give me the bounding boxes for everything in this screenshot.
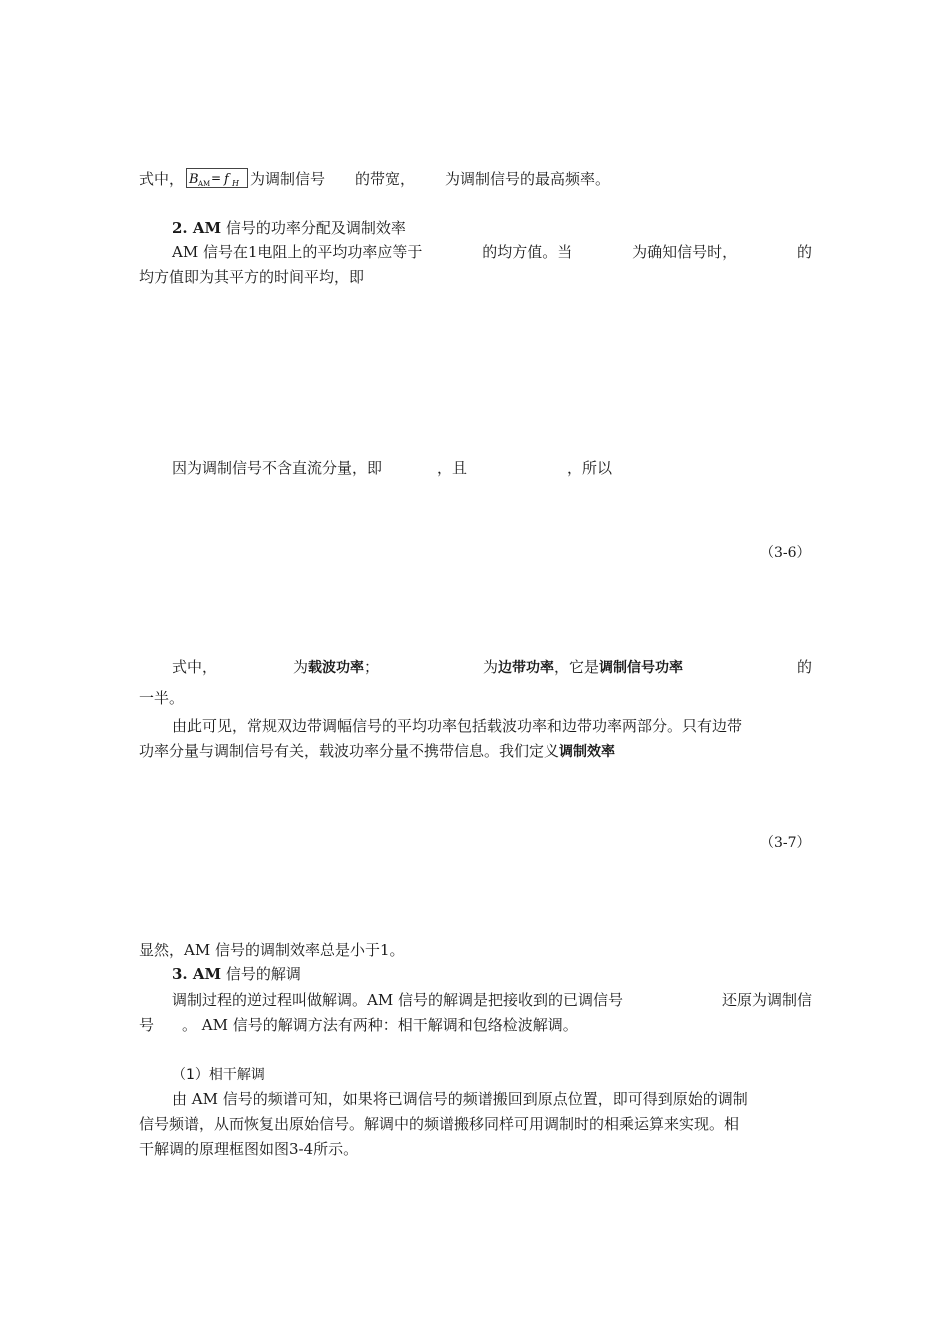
svg-text:f: f (224, 172, 229, 187)
section-heading-2 (172, 218, 406, 238)
demod-paragraph-line-2 (139, 1015, 578, 1035)
section-title: 信号的解调 (225, 965, 301, 983)
subsection-title: （1）相干解调 (172, 1067, 265, 1083)
text: 为调制信号的最高频率。 (445, 170, 611, 188)
svg-text:B: B (189, 172, 199, 187)
dc-component-line (172, 458, 612, 478)
carrier-power-line (172, 657, 812, 677)
section-number: 2. AM (172, 219, 222, 237)
bandwidth-line (139, 168, 610, 189)
text: 因为调制信号不含直流分量，即 (172, 459, 383, 477)
text: AM 信号在1 (172, 243, 258, 261)
coherent-paragraph-line-3: 干解调的原理框图如图3-4所示。 (139, 1140, 359, 1158)
text: 均方值即为其平方的时间平均，即 (139, 268, 365, 286)
carrier-power-line-2: 一半。 (139, 689, 185, 707)
text: 功率分量与调制信号有关，载波功率分量不携带信息。我们定义 (139, 742, 560, 760)
text: 的 (796, 658, 812, 676)
text: 式中， (139, 170, 185, 188)
coherent-paragraph-line-2: 信号频谱，从而恢复出原始信号。解调中的频谱搬移同样可用调制时的相乘运算来实现。相 (139, 1115, 740, 1133)
text: 还原为调制信 (721, 991, 812, 1009)
text: 的均方值。当 (482, 243, 573, 261)
section-heading-3 (172, 964, 301, 984)
svg-text:H: H (232, 179, 239, 187)
text: ，它是 (554, 658, 600, 676)
text: 为确知信号时， (632, 243, 738, 261)
text: 的 (796, 243, 812, 261)
modulation-efficiency-term: 调制效率 (559, 744, 616, 760)
text: 。 AM 信号的解调方法有两种：相干解调和包络检波解调。 (182, 1016, 578, 1034)
text: 号 (139, 1016, 155, 1034)
text: 为 (293, 658, 309, 676)
power-paragraph-line-2 (139, 267, 364, 287)
demod-paragraph-line-1 (172, 990, 812, 1010)
carrier-power-term: 载波功率 (308, 660, 365, 676)
text: 为 (483, 658, 499, 676)
text: ； (364, 658, 380, 676)
power-paragraph-line-1 (172, 242, 812, 262)
text: 调制过程的逆过程叫做解调。AM 信号的解调是把接收到的已调信号 (172, 991, 623, 1009)
equation-number-3-6: （3-6） (760, 545, 811, 561)
text: 电阻上的平均功率应等于 (257, 243, 423, 261)
equation-number-3-7: （3-7） (760, 835, 811, 851)
svg-text:AM: AM (198, 180, 211, 187)
modulating-signal-power-term: 调制信号功率 (599, 660, 684, 676)
text: 为调制信号 (250, 170, 326, 188)
efficiency-conclusion: 显然，AM 信号的调制效率总是小于1。 (139, 941, 405, 959)
sideband-power-term: 边带功率 (498, 660, 555, 676)
text: ，所以 (567, 459, 613, 477)
section-number: 3. AM (172, 965, 222, 983)
text: 的带宽， (355, 170, 416, 188)
subsection-coherent-demodulation (172, 1064, 265, 1085)
section-title: 信号的功率分配及调制效率 (225, 219, 406, 237)
bandwidth-formula-image (186, 168, 248, 188)
svg-text:=: = (211, 171, 222, 185)
text: ，且 (437, 459, 468, 477)
coherent-paragraph-line-1: 由 AM 信号的频谱可知，如果将已调信号的频谱搬回到原点位置，即可得到原始的调制 (172, 1090, 748, 1108)
efficiency-paragraph-line-2 (139, 741, 615, 762)
efficiency-paragraph-line-1: 由此可见，常规双边带调幅信号的平均功率包括载波功率和边带功率两部分。只有边带 (172, 717, 743, 735)
text: 式中， (172, 658, 218, 676)
